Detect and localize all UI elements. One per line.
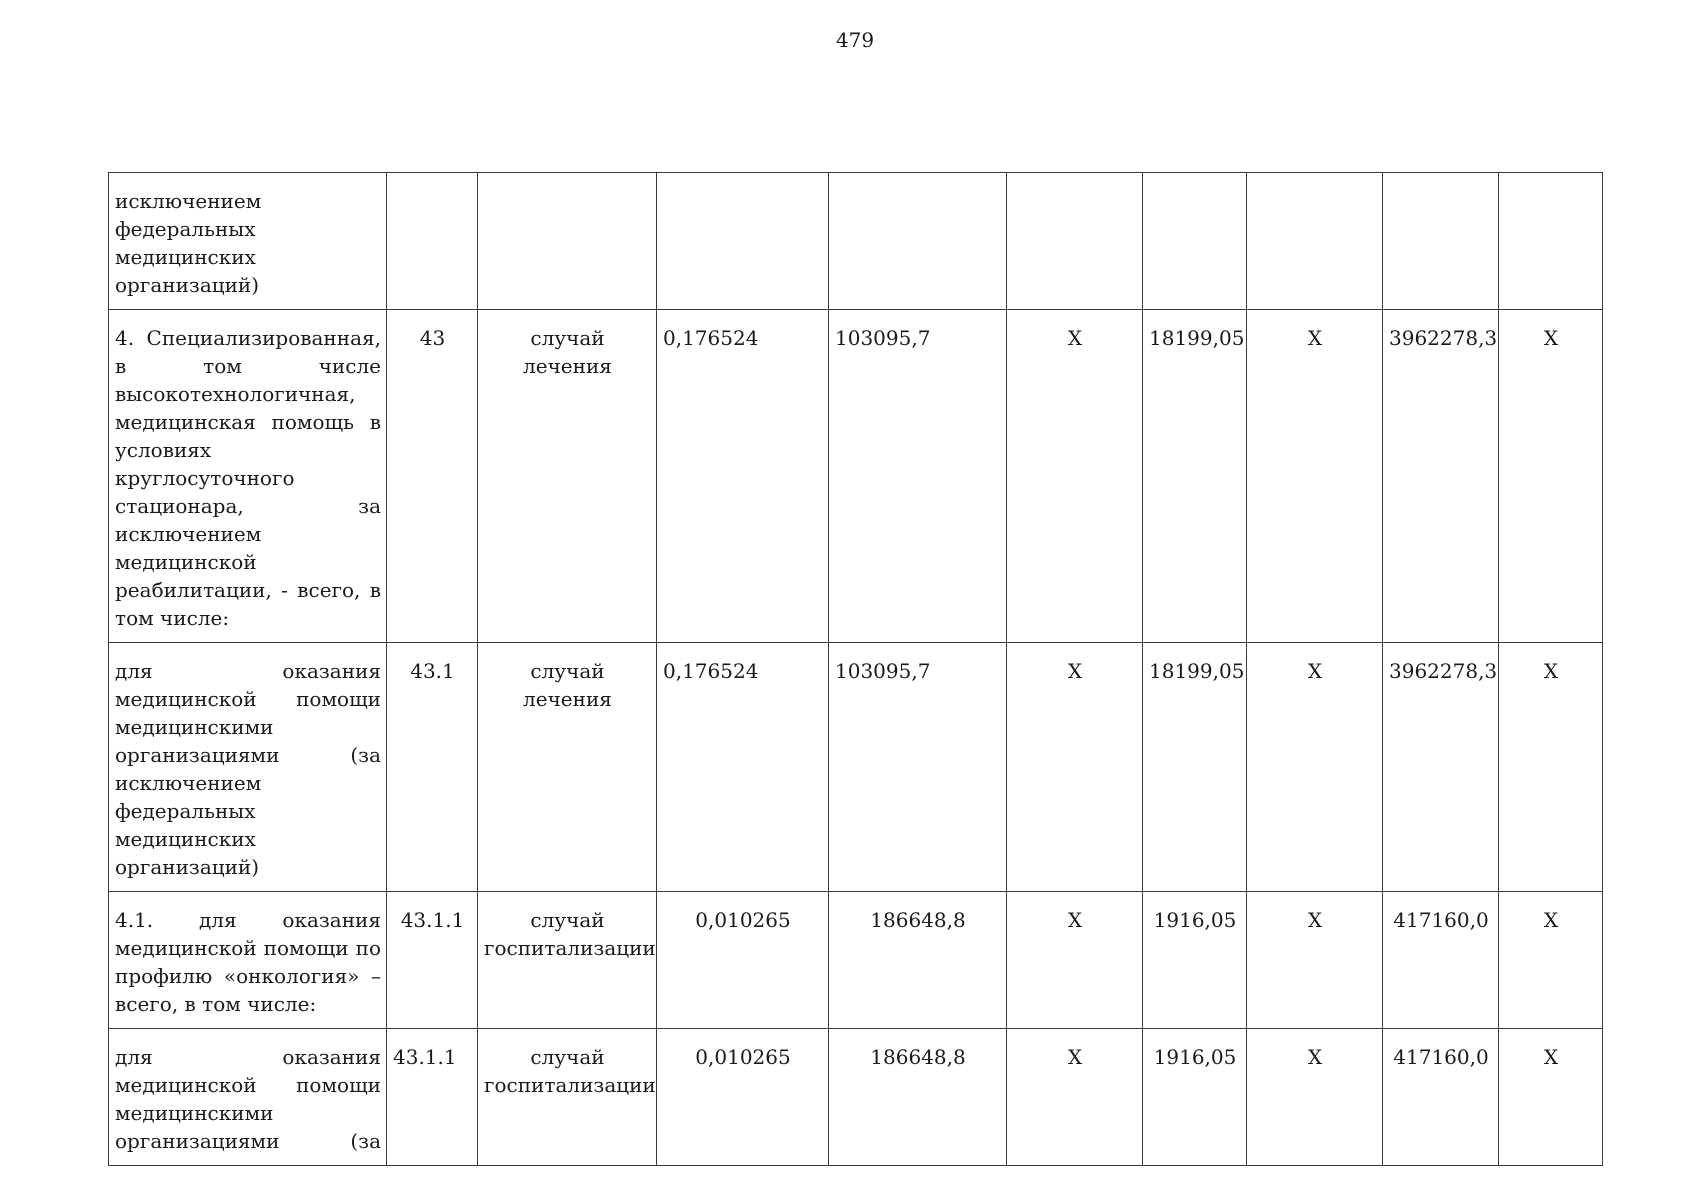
cell-unit: случай лечения [478,310,657,643]
name-line: медицинской [115,550,257,574]
table-row [109,310,1603,643]
cell-volume: 0,176524 [657,310,829,643]
cell-col6 [1007,173,1143,310]
cell-col9: 417160,0 [1383,892,1499,1029]
cell-name [109,173,387,310]
name-line: организаций) [115,273,260,297]
name-line: медицинскими [115,715,274,739]
name-line: для оказания [115,1045,381,1069]
cell-col8: Х [1247,1029,1383,1166]
cell-col10: Х [1499,310,1603,643]
cell-col9: 3962278,3 [1383,643,1499,892]
cell-volume: 0,010265 [657,892,829,1029]
cell-cost: 103095,7 [829,643,1007,892]
cell-cost: 186648,8 [829,892,1007,1029]
name-line: исключением [115,522,262,546]
name-line: организациями (за [115,743,381,767]
cell-cost: 186648,8 [829,1029,1007,1166]
name-line: федеральных [115,217,256,241]
cell-col8: Х [1247,643,1383,892]
cell-code [387,173,478,310]
name-line: медицинская помощь в [115,410,381,434]
cell-unit [478,1029,657,1166]
unit-line: госпитализации [484,1073,656,1097]
table-row [109,643,1603,892]
cell-cost [829,173,1007,310]
cell-col8: Х [1247,892,1383,1029]
cell-col10 [1499,173,1603,310]
name-line: медицинской помощи [115,1073,381,1097]
cell-name [109,892,387,1029]
cell-col10: Х [1499,1029,1603,1166]
name-line: в том числе [115,354,381,378]
unit-line: госпитализации [484,936,656,960]
name-line: 4.1. для оказания [115,908,381,932]
name-line: круглосуточного [115,466,295,490]
name-line: условиях [115,438,212,462]
cell-code: 43 [387,310,478,643]
cell-col7: 1916,05 [1143,892,1247,1029]
name-line: медицинской помощи [115,687,381,711]
name-line: том числе: [115,606,230,630]
cell-cost: 103095,7 [829,310,1007,643]
table-row [109,1029,1603,1166]
cell-col10: Х [1499,892,1603,1029]
name-line: стационара, за [115,494,381,518]
cell-col6: Х [1007,1029,1143,1166]
cell-col10: Х [1499,643,1603,892]
cell-code: 43.1.1 [387,1029,478,1166]
name-line: 4. Специализированная, [115,326,381,350]
cell-col7: 18199,05 [1143,643,1247,892]
name-line: медицинской помощи по [115,936,381,960]
table-row [109,173,1603,310]
cell-volume: 0,176524 [657,643,829,892]
cell-code: 43.1 [387,643,478,892]
name-line: медицинских [115,827,256,851]
cell-col7: 18199,05 [1143,310,1247,643]
name-line: высокотехнологичная, [115,382,356,406]
name-line: медицинских [115,245,256,269]
cell-col9: 417160,0 [1383,1029,1499,1166]
name-line: для оказания [115,659,381,683]
cell-col8: Х [1247,310,1383,643]
cell-name [109,1029,387,1166]
unit-line: случай [530,908,605,932]
cell-unit [478,892,657,1029]
cell-volume: 0,010265 [657,1029,829,1166]
name-line: реабилитации, - всего, в [115,578,381,602]
cell-unit [478,173,657,310]
cell-col8 [1247,173,1383,310]
cell-col9 [1383,173,1499,310]
cell-unit: случай лечения [478,643,657,892]
cell-col7: 1916,05 [1143,1029,1247,1166]
name-line: исключением [115,771,262,795]
name-line: профилю «онкология» – [115,964,381,988]
name-line: организациями (за [115,1129,381,1153]
cell-name [109,643,387,892]
unit-line: случай [530,1045,605,1069]
cell-col6: Х [1007,892,1143,1029]
cell-col7 [1143,173,1247,310]
name-line: исключением [115,189,262,213]
cell-code: 43.1.1 [387,892,478,1029]
cell-name [109,310,387,643]
name-line: всего, в том числе: [115,992,317,1016]
name-line: медицинскими [115,1101,274,1125]
data-table [108,172,1603,1166]
cell-col9: 3962278,3 [1383,310,1499,643]
cell-volume [657,173,829,310]
cell-col6: Х [1007,643,1143,892]
table-row [109,892,1603,1029]
name-line: федеральных [115,799,256,823]
name-line: организаций) [115,855,260,879]
page-number: 479 [835,28,875,52]
cell-col6: Х [1007,310,1143,643]
